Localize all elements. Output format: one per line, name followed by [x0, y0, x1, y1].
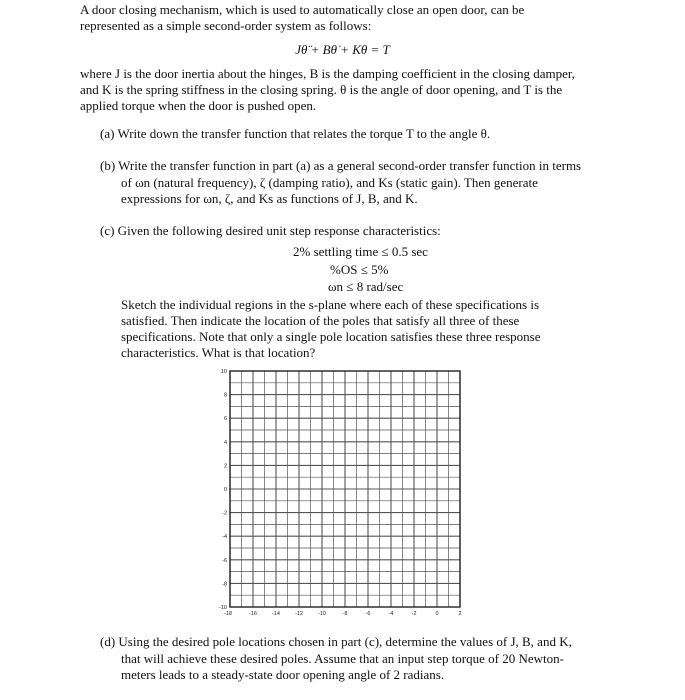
x-tick-label: -6 — [365, 611, 371, 617]
x-tick-label: -14 — [272, 611, 280, 617]
part-b-line-3: expressions for ωn, ζ, and Ks as functions of J, B, and K. — [121, 191, 418, 206]
part-c-line-1: (c) Given the following desired unit step response characteristics: — [100, 223, 441, 238]
sketch-line-4: characteristics. What is that location? — [121, 345, 316, 360]
x-tick-label: -10 — [318, 611, 326, 617]
y-tick-label: 4 — [223, 439, 227, 446]
x-tick-label: -4 — [388, 611, 394, 617]
where-line-1: where J is the door inertia about the hinges, B is the damping coefficient in the closing damper, — [80, 66, 575, 81]
x-tick-label: -16 — [249, 611, 257, 617]
spec-natural-frequency: ωn ≤ 8 rad/sec — [328, 279, 404, 294]
part-d-line-1: (d) Using the desired pole locations chosen in part (c), determine the values of J, B, and K, — [100, 634, 572, 649]
part-b-line-1: (b) Write the transfer function in part (a) as a general second-order transfer function in terms — [100, 158, 582, 173]
y-tick-label: -6 — [222, 557, 227, 564]
y-tick-label: 6 — [223, 416, 227, 423]
spec-settling-time: 2% settling time ≤ 0.5 sec — [293, 244, 428, 259]
sketch-line-1: Sketch the individual regions in the s-plane where each of these specifications is — [121, 297, 540, 312]
intro-line-1: A door closing mechanism, which is used to automatically close an open door, can be — [80, 2, 525, 17]
part-a: (a) Write down the transfer function that relates the torque T to the angle θ. — [100, 126, 491, 141]
y-tick-label: -10 — [219, 605, 227, 611]
part-d-line-3: meters leads to a steady-state door opening angle of 2 radians. — [121, 667, 445, 682]
x-tick-label: -18 — [224, 611, 232, 617]
intro-line-2: represented as a simple second-order system as follows: — [80, 18, 372, 33]
x-tick-label: -12 — [295, 611, 303, 617]
x-tick-label: -2 — [411, 611, 417, 617]
y-tick-label: 8 — [223, 392, 227, 399]
sketch-line-2: satisfied. Then indicate the location of the poles that satisfy all three of these — [121, 313, 520, 328]
x-tick-label: -8 — [342, 611, 348, 617]
y-tick-label: -2 — [222, 510, 227, 517]
part-b-line-2: of ωn (natural frequency), ζ (damping ratio), and Ks (static gain). Then generate — [121, 175, 538, 190]
sketch-line-3: specifications. Note that only a single pole location satisfies these three response — [121, 329, 541, 344]
x-tick-label: 2 — [458, 611, 462, 617]
y-tick-label: -4 — [222, 534, 227, 541]
x-tick-label: 0 — [435, 611, 439, 617]
y-tick-label: 0 — [223, 487, 227, 493]
y-tick-label: 2 — [223, 463, 227, 470]
y-tick-label: 10 — [220, 369, 227, 375]
equation: Jθ̈ + Bθ̇ + Kθ = T — [295, 42, 390, 57]
where-line-3: applied torque when the door is pushed open. — [80, 98, 317, 113]
where-line-2: and K is the spring stiffness in the closing spring. θ is the angle of door opening, and T is the — [80, 82, 563, 97]
part-d-line-2: that will achieve these desired poles. Assume that an input step torque of 20 Newton- — [121, 651, 564, 666]
y-tick-label: -8 — [222, 581, 227, 588]
spec-overshoot: %OS ≤ 5% — [330, 262, 389, 277]
